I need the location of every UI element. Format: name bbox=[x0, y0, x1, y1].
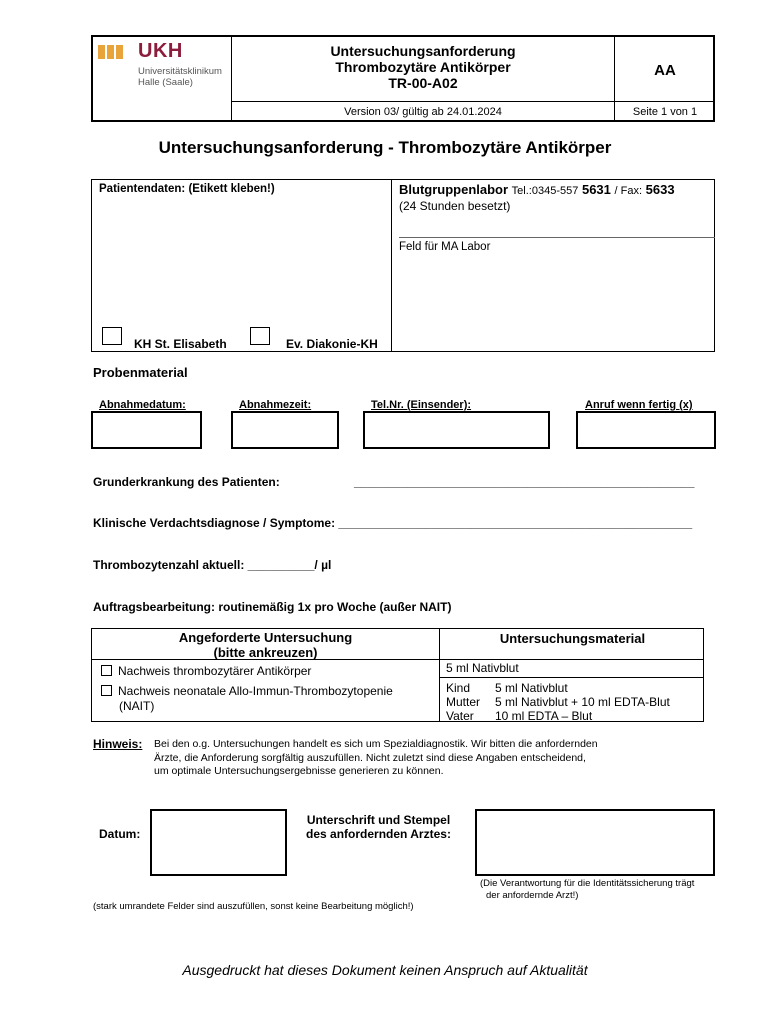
grunderkrankung-label: Grunderkrankung des Patienten: bbox=[93, 475, 280, 489]
abnahmezeit-field[interactable] bbox=[231, 411, 339, 449]
datum-label: Datum: bbox=[99, 827, 141, 841]
ma-field-label: Feld für MA Labor bbox=[399, 241, 491, 253]
ev-diakonie-checkbox[interactable] bbox=[250, 327, 270, 345]
lab-fax-prefix: / Fax: bbox=[614, 185, 643, 197]
lab-fax-ext: 5633 bbox=[645, 182, 675, 197]
row1-material: 5 ml Nativblut bbox=[446, 661, 519, 675]
material-vater-label: Vater bbox=[446, 709, 474, 723]
logo-subtitle-line: Halle (Saale) bbox=[138, 77, 193, 88]
material-mutter bbox=[446, 695, 670, 709]
logo-subtitle-line: Universitätsklinikum bbox=[138, 66, 222, 77]
datum-field[interactable] bbox=[150, 809, 287, 876]
header-divider bbox=[231, 101, 713, 102]
tel-einsender-field[interactable] bbox=[363, 411, 550, 449]
material-kind-label: Kind bbox=[446, 681, 471, 695]
header-version: Version 03/ gültig ab 24.01.2024 bbox=[344, 106, 502, 118]
kh-st-elisabeth-label: KH St. Elisabeth bbox=[134, 337, 227, 351]
abnahmezeit-label: Abnahmezeit: bbox=[239, 399, 312, 411]
nachweis-nait-label: Nachweis neonatale Allo-Immun-Thrombozytopenie bbox=[118, 684, 393, 698]
row2-material bbox=[446, 681, 670, 723]
patient-lab-box bbox=[91, 179, 715, 352]
table-header-line: (bitte ankreuzen) bbox=[213, 645, 318, 660]
verantwortung-note bbox=[480, 878, 694, 902]
hinweis-text bbox=[154, 738, 598, 779]
footer-disclaimer: Ausgedruckt hat dieses Dokument keinen Anspruch auf Aktualität bbox=[182, 962, 588, 978]
box-divider bbox=[391, 180, 392, 351]
table-header-left bbox=[92, 630, 439, 660]
unterschrift-label-line: Unterschrift und Stempel bbox=[306, 813, 451, 827]
hinweis-label: Hinweis: bbox=[93, 737, 143, 751]
nachweis-antikoerper-label: Nachweis thrombozytärer Antikörper bbox=[118, 664, 312, 678]
nachweis-antikoerper-checkbox[interactable] bbox=[101, 665, 112, 676]
grunderkrankung-line[interactable]: ___________________________________________________ bbox=[354, 475, 695, 489]
ev-diakonie-label: Ev. Diakonie-KH bbox=[286, 337, 378, 351]
abnahmedatum-label: Abnahmedatum: bbox=[99, 399, 186, 411]
patient-label: Patientendaten: (Etikett kleben!) bbox=[99, 183, 275, 195]
header-title bbox=[232, 43, 614, 91]
logo-subtitle bbox=[138, 66, 222, 88]
abnahmedatum-field[interactable] bbox=[91, 411, 202, 449]
thrombozytenzahl-field[interactable]: Thrombozytenzahl aktuell: __________/ µl bbox=[93, 558, 332, 572]
kh-st-elisabeth-checkbox[interactable] bbox=[102, 327, 122, 345]
header-code: AA bbox=[654, 62, 676, 79]
header-title-line: Thrombozytäre Antikörper bbox=[335, 59, 511, 75]
header-page-number: Seite 1 von 1 bbox=[632, 106, 698, 118]
table-row bbox=[101, 684, 393, 698]
verdachtsdiagnose-field[interactable]: Klinische Verdachtsdiagnose / Symptome: _____________________________________________________ bbox=[93, 516, 693, 530]
material-mutter-label: Mutter bbox=[446, 695, 481, 709]
unterschrift-label bbox=[296, 813, 461, 841]
unterschrift-field[interactable] bbox=[475, 809, 715, 876]
material-vater bbox=[446, 709, 670, 723]
nait-label-cont: (NAIT) bbox=[119, 699, 155, 713]
stark-umrandete-note: (stark umrandete Felder sind auszufüllen, sonst keine Bearbeitung möglich!) bbox=[93, 901, 414, 912]
verantwortung-line: (Die Verantwortung für die Identitätssicherung trägt bbox=[480, 878, 695, 889]
material-kind bbox=[446, 681, 670, 695]
material-kind-value: 5 ml Nativblut bbox=[495, 681, 568, 695]
probe-heading: Probenmaterial bbox=[93, 365, 188, 380]
nachweis-nait-checkbox[interactable] bbox=[101, 685, 112, 696]
table-row bbox=[101, 664, 311, 678]
tel-einsender-label: Tel.Nr. (Einsender): bbox=[371, 399, 472, 411]
verantwortung-line: der anfordernde Arzt!) bbox=[486, 890, 579, 901]
logo-bars-icon bbox=[98, 45, 125, 64]
logo-text: UKH bbox=[138, 40, 183, 62]
header-title-line: Untersuchungsanforderung bbox=[330, 43, 516, 59]
patient-label-area[interactable] bbox=[99, 208, 387, 328]
table-divider bbox=[439, 677, 703, 678]
ma-signature-line[interactable] bbox=[399, 237, 715, 238]
material-mutter-value: 5 ml Nativblut + 10 ml EDTA-Blut bbox=[495, 695, 670, 709]
hinweis-line: Bei den o.g. Untersuchungen handelt es sich um Spezialdiagnostik. Wir bitten die anfordernden bbox=[154, 738, 598, 750]
anruf-label: Anruf wenn fertig (x) bbox=[585, 399, 693, 411]
table-header-line: Angeforderte Untersuchung bbox=[178, 630, 353, 645]
material-vater-value: 10 ml EDTA – Blut bbox=[495, 709, 593, 723]
page-title: Untersuchungsanforderung - Thrombozytäre Antikörper bbox=[158, 138, 612, 157]
lab-contact bbox=[399, 182, 675, 197]
table-header-right: Untersuchungsmaterial bbox=[499, 631, 646, 646]
lab-tel-prefix: Tel.:0345-557 bbox=[511, 185, 579, 197]
auftragsbearbeitung-note: Auftragsbearbeitung: routinemäßig 1x pro Woche (außer NAIT) bbox=[93, 600, 452, 614]
document-header bbox=[91, 35, 715, 122]
unterschrift-label-line: des anfordernden Arztes: bbox=[306, 827, 451, 841]
examination-table bbox=[91, 628, 704, 722]
hinweis-line: Ärzte, die Anforderung sorgfältig auszufüllen. Nicht zuletzt sind diese Angaben entscheidend, bbox=[154, 751, 586, 764]
anruf-field[interactable] bbox=[576, 411, 716, 449]
header-document-code: TR-00-A02 bbox=[388, 75, 458, 91]
lab-tel-ext: 5631 bbox=[581, 182, 611, 197]
hinweis-line: um optimale Untersuchungsergebnisse generieren zu können. bbox=[154, 765, 444, 777]
lab-hours: (24 Stunden besetzt) bbox=[399, 199, 511, 213]
lab-name: Blutgruppenlabor bbox=[399, 182, 509, 197]
